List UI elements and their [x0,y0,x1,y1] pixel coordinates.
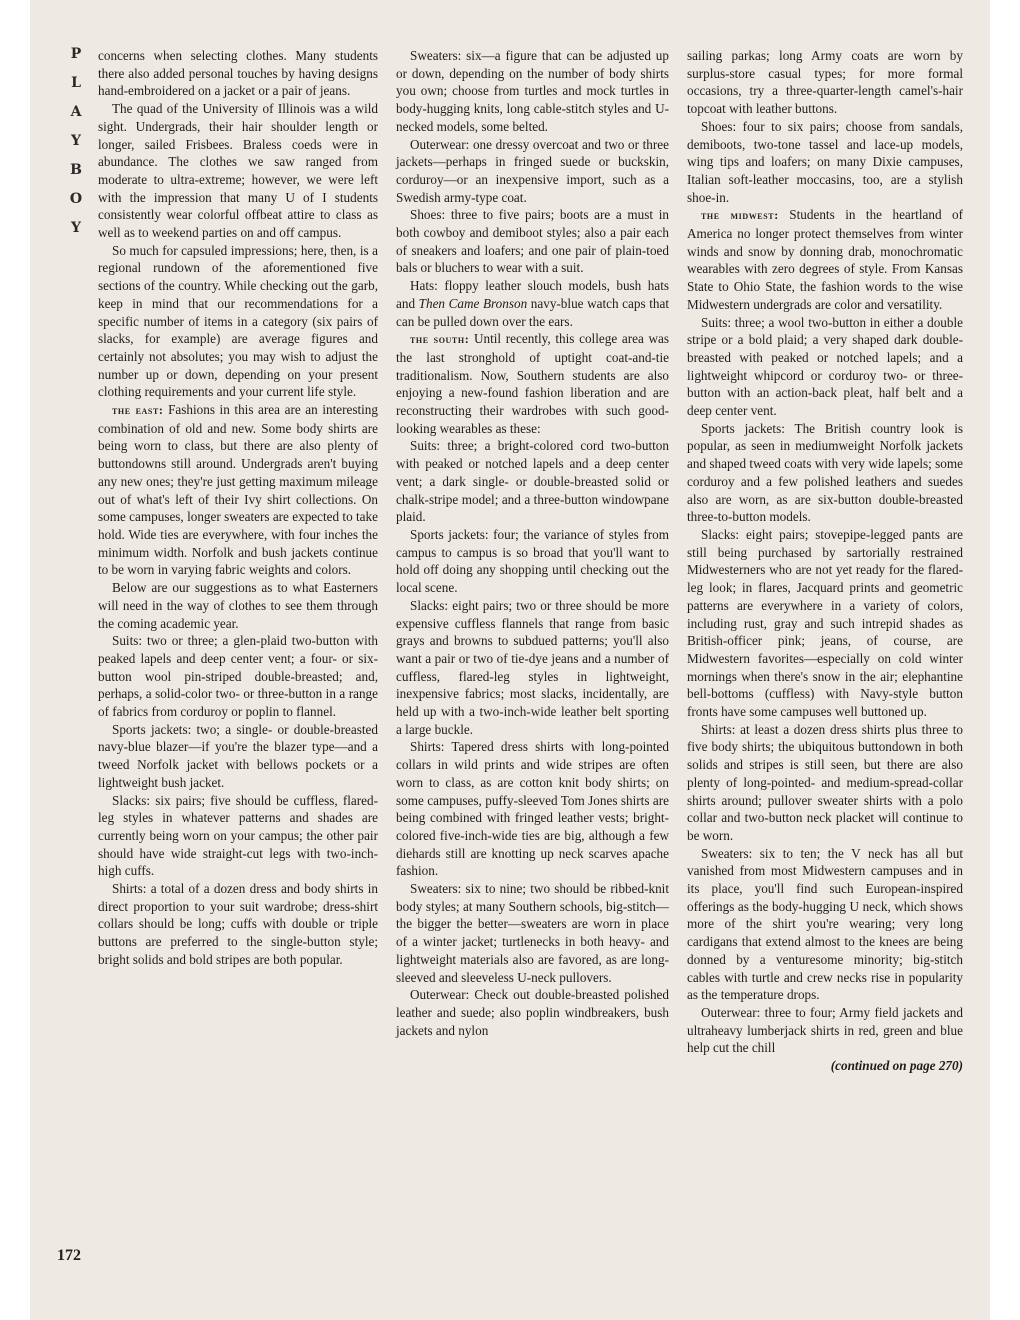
paragraph-east [98,401,378,579]
paragraph: Outerwear: three to four; Army field jackets and ultraheavy lumberjack shirts in red, green and blue help cut the chill [687,1004,963,1056]
paragraph: Sweaters: six—a figure that can be adjusted up or down, depending on the number of body shirts you own; choose from turtles and mock turtles in body-hugging knits, long cable-stitch styles and U-necked models, some belted. [396,48,669,134]
paragraph: Sweaters: six to ten; the V neck has all but vanished from most Midwestern campuses and in its place, you'll find such European-inspired offerings as the body-hugging U neck, which shows more of the shirt you're wearing; very long cardigans that extend almost to the knees are being donned by a venturesome minority; big-stitch cables with turtle and crew necks rise in popularity as the temperature drops. [687,845,963,1003]
section-label-midwest: the midwest: [701,208,779,223]
page-number: 172 [57,1247,81,1264]
italic-title: Then Came Bronson [418,295,528,311]
paragraph: Slacks: eight pairs; two or three should be more expensive cuffless flannels that range from basic grays and browns to subdued patterns; you'll also want a pair or two of tie-dye jeans and a number of cuffless, flared-leg styles in lightweight, inexpensive fabrics; most slacks, incidentally, are held up with a two-inch-wide leather belt sporting a large buckle. [396,597,669,737]
section-label-south: the south: [410,332,470,347]
continued-note: (continued on page 270) [830,1058,963,1074]
text-column-1 [98,47,378,969]
masthead-letter: O [69,191,83,207]
magazine-page [30,0,990,1320]
paragraph: Sweaters: six to nine; two should be ribbed-knit body styles; at many Southern schools, big-stitch—the bigger the better—sweaters are worn in place of a winter jacket; turtlenecks in both heavy- and lightweight materials also are favored, as are long-sleeved and sleeveless U-neck pullovers. [396,881,669,985]
masthead-letter: L [71,75,81,91]
paragraph: Suits: three; a bright-colored cord two-button with peaked or notched lapels and a deep center vent; a dark single- or double-breasted solid or chalk-stripe model; and a three-button windowpane plaid. [396,438,669,525]
paragraph: The quad of the University of Illinois was a wild sight. Undergrads, their hair shoulder length or longer, sailed Frisbees. Braless coeds were in abundance. The clothes we saw ranged from moderate to ultra-extreme; however, we were left with the impression that many U of I students consistently wear colorful offbeat attire to class as well as to weekend parties on and off campus. [98,101,378,241]
paragraph: Shoes: three to five pairs; boots are a must in both cowboy and demiboot styles; also a pair each of sneakers and loafers; and one pair of plain-toed bals or bluchers to wear with a suit. [396,207,669,276]
paragraph: Shirts: at least a dozen dress shirts plus three to five body shirts; the ubiquitous buttondown in both solids and stripes is still seen, but there are also plenty of long-pointed- and medium-spread-collar shirts around; pullover sweater shirts with a polo collar and two-button neck placket will continue to be worn. [687,721,963,843]
paragraph: Shoes: four to six pairs; choose from sandals, demiboots, two-tone tassel and lace-up models, wing tips and loafers; on many Dixie campuses, Italian soft-leather moccasins, too, are a stylish shoe-in. [687,118,963,205]
paragraph-text: Until recently, this college area was the last stronghold of uptight coat-and-tie traditionalism. Now, Southern students are also enjoying a new-found fashion liberation and are reconstructing their wardrobes with such good-looking wearables as these: [396,331,669,436]
paragraph-hats [396,277,669,330]
paragraph-text: Students in the heartland of America no longer protect themselves from winter winds and snow by donning drab, monochromatic wearables with zero degrees of style. From Kansas State to Ohio State, the fashion words to the wise Midwestern undergrads are color and versatility. [687,207,964,312]
paragraph-south [396,330,669,437]
paragraph: Outerwear: one dressy overcoat and two or three jackets—perhaps in fringed suede or buckskin, corduroy—or an inexpensive import, such as a Swedish army-type coat. [396,136,669,205]
text-column-3 [687,47,963,1075]
paragraph-text: Fashions in this area are an interesting combination of old and new. Some body shirts are being worn to class, but there are also plenty of buttondowns still around. Undergrads aren't buying any new ones; they're just getting maximum mileage out of what's left of their Ivy shirt collections. On some campuses, longer sweaters are expected to take hold. Wide ties are everywhere, with four inches the minimum width. Norfolk and bush jackets continue to be worn in varying fabric weights and colors. [98,402,378,578]
paragraph: So much for capsuled impressions; here, then, is a regional rundown of the aforementioned five sections of the country. While checking out the garb, keep in mind that our recommendations for a specific number of items in a category (six pairs of slacks, for example) are average figures and certainly not absolutes; you may wish to adjust the number up or down, depending on your present clothing requirements and your current life style. [98,242,378,400]
masthead-letter: P [70,46,82,62]
paragraph: Sports jackets: The British country look is popular, as seen in mediumweight Norfolk jackets and shaped tweed coats with very wide lapels; some corduroy and a few polished leathers and suedes also are worn, as are six-button double-breasted three-to-button models. [687,420,963,525]
masthead-letter: Y [71,220,81,236]
paragraph-text: navy-blue watch caps that can be pulled down over the ears. [396,295,669,329]
paragraph: Suits: two or three; a glen-plaid two-button with peaked lapels and deep center vent; a four- or six-button wool pin-striped double-breasted; and, perhaps, a solid-color two- or three-button in a range of fabrics from corduroy or poplin to flannel. [98,633,378,720]
section-label-east: the east: [112,403,164,418]
paragraph: Suits: three; a wool two-button in either a double stripe or a bold plaid; a very shaped dark double-breasted with peaked or notched lapels; and a lightweight whipcord or corduroy two- or three-button with an action-back pleat, half belt and a deep center vent. [687,314,963,419]
text-column-2 [396,47,669,1039]
masthead-letter: A [70,104,82,120]
masthead-letter: B [70,162,82,178]
paragraph-text: Hats: floppy leather slouch models, bush hats and [396,278,669,311]
masthead-vertical [66,40,86,243]
paragraph: sailing parkas; long Army coats are worn by surplus-store casual types; for more formal occasions, try a three-quarter-length camel's-hair topcoat with leather buttons. [687,48,963,117]
paragraph: Outerwear: Check out double-breasted polished leather and suede; also poplin windbreakers, bush jackets and nylon [396,987,669,1038]
paragraph: concerns when selecting clothes. Many students there also added personal touches by having designs hand-embroidered on a jacket or a pair of jeans. [98,48,378,99]
paragraph-midwest [687,206,963,313]
paragraph: Sports jackets: two; a single- or double-breasted navy-blue blazer—if you're the blazer type—and a tweed Norfolk jacket with bellows pockets or a lightweight bush jacket. [98,721,378,790]
paragraph: Sports jackets: four; the variance of styles from campus to campus is so broad that you'll want to hold off doing any shopping until checking out the local scene. [396,526,669,596]
paragraph: Slacks: six pairs; five should be cuffless, flared-leg styles in whatever patterns and shades are currently being worn on your campus; the other pair should have wide straight-cut legs with two-inch-high cuffs. [98,792,378,879]
paragraph: Shirts: Tapered dress shirts with long-pointed collars in wild prints and wide stripes are often worn to class, as are cotton knit body shirts; on some campuses, puffy-sleeved Tom Jones shirts are being combined with fringed leather vests; bright-colored five-inch-wide ties are big, although a few diehards still are knotting up neck scarves apache fashion. [396,739,669,879]
paragraph: Below are our suggestions as to what Easterners will need in the way of clothes to see them through the coming academic year. [98,580,378,631]
masthead-letter: Y [71,133,81,149]
paragraph: Shirts: a total of a dozen dress and body shirts in direct proportion to your suit wardrobe; dress-shirt collars should be long; cuffs with double or triple buttons are preferred to the single-button style; bright solids and bold stripes are both popular. [98,881,378,967]
paragraph: Slacks: eight pairs; stovepipe-legged pants are still being purchased by sartorially restrained Midwesterners who are not yet ready for the flared-leg look; in flares, Jacquard prints and geometric patterns are everywhere in a variety of colors, including rust, gray and such intrepid shades as British-officer pink; jeans, of course, are Midwestern favorites—especially on cold winter mornings when there's snow in the air; elephantine bell-bottoms (cuffless) with Navy-style button fronts have some campuses well buttoned up. [687,526,963,720]
